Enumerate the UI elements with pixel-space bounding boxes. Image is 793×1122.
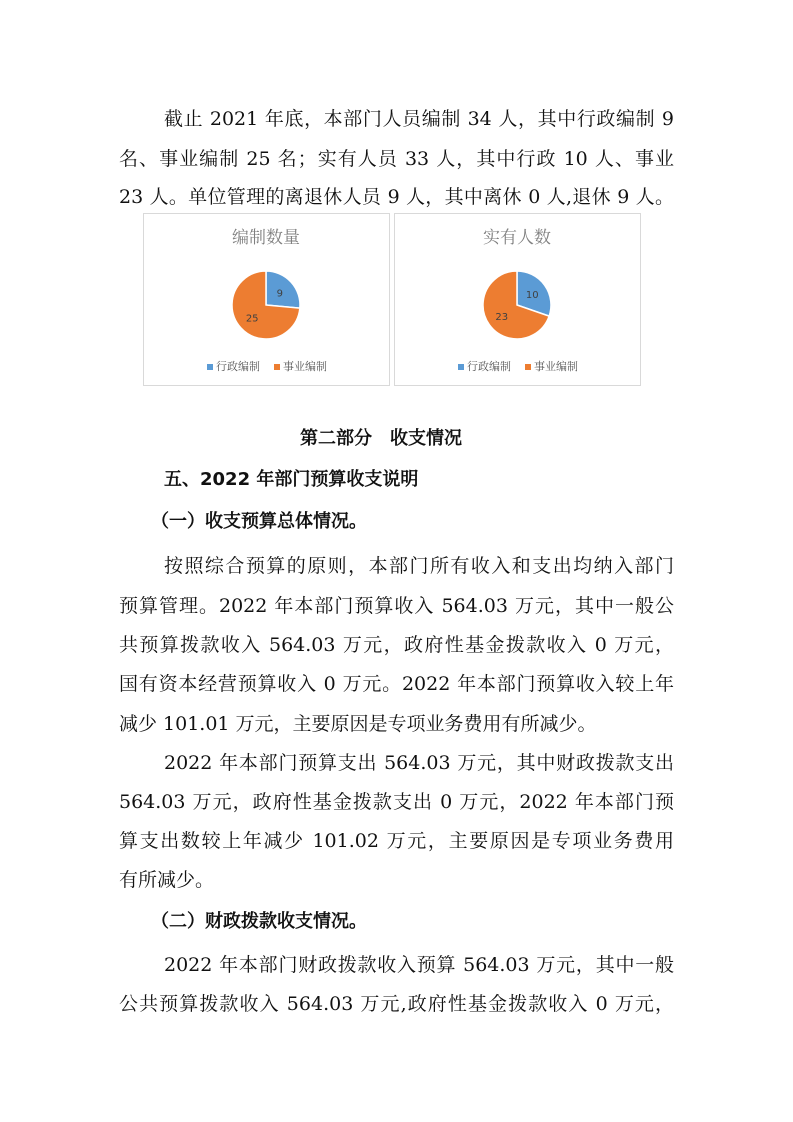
subheading-fiscal: （二）财政拨款收支情况。 [151,911,367,932]
staffing-chart [143,213,390,386]
chart-title: 实有人数 [483,228,551,248]
staffing-pie-chart [144,214,389,385]
pie-data-label: 9 [276,288,284,300]
legend-swatch [525,364,531,370]
legend-label: 事业编制 [534,360,578,373]
paragraph-2-line-1: 按照综合预算的原则，本部门所有收入和支出均纳入部门 [164,555,674,577]
legend-label: 事业编制 [283,360,327,373]
legend-swatch [274,364,280,370]
actual-staff-chart [394,213,641,386]
paragraph-3-line-3: 算支出数较上年减少 101.02 万元，主要原因是专项业务费用 [119,830,674,852]
paragraph-4-line-2: 公共预算拨款收入 564.03 万元,政府性基金拨款收入 0 万元， [119,993,674,1015]
paragraph-2-line-5: 减少 101.01 万元，主要原因是专项业务费用有所减少。 [119,713,597,735]
pie-data-label: 23 [495,311,509,323]
paragraph-3-line-4: 有所减少。 [119,869,215,891]
paragraph-3-line-2: 564.03 万元，政府性基金拨款支出 0 万元，2022 年本部门预 [119,791,674,813]
legend-swatch [207,364,213,370]
subheading-overall: （一）收支预算总体情况。 [151,511,367,532]
pie-data-label: 25 [245,313,259,325]
paragraph-1-line-1: 截止 2021 年底，本部门人员编制 34 人，其中行政编制 9 [164,108,674,130]
pie-data-label: 10 [525,290,539,302]
paragraph-4-line-1: 2022 年本部门财政拨款收入预算 564.03 万元，其中一般 [164,954,674,976]
paragraph-1-line-3: 23 人。单位管理的离退休人员 9 人，其中离休 0 人,退休 9 人。 [119,186,674,208]
legend-swatch [458,364,464,370]
chart-title: 编制数量 [232,228,300,248]
paragraph-2-line-4: 国有资本经营预算收入 0 万元。2022 年本部门预算收入较上年 [119,673,674,695]
paragraph-3-line-1: 2022 年本部门预算支出 564.03 万元，其中财政拨款支出 [164,752,674,774]
paragraph-2-line-3: 共预算拨款收入 564.03 万元，政府性基金拨款收入 0 万元， [119,634,674,656]
actual-staff-pie-chart [395,214,640,385]
legend-label: 行政编制 [467,360,511,373]
legend-label: 行政编制 [216,360,260,373]
paragraph-1-line-2: 名、事业编制 25 名；实有人员 33 人，其中行政 10 人、事业 [119,148,674,170]
heading-budget-explanation: 五、2022 年部门预算收支说明 [164,469,419,490]
section-title: 第二部分 收支情况 [300,428,462,449]
paragraph-2-line-2: 预算管理。2022 年本部门预算收入 564.03 万元，其中一般公 [119,595,674,617]
